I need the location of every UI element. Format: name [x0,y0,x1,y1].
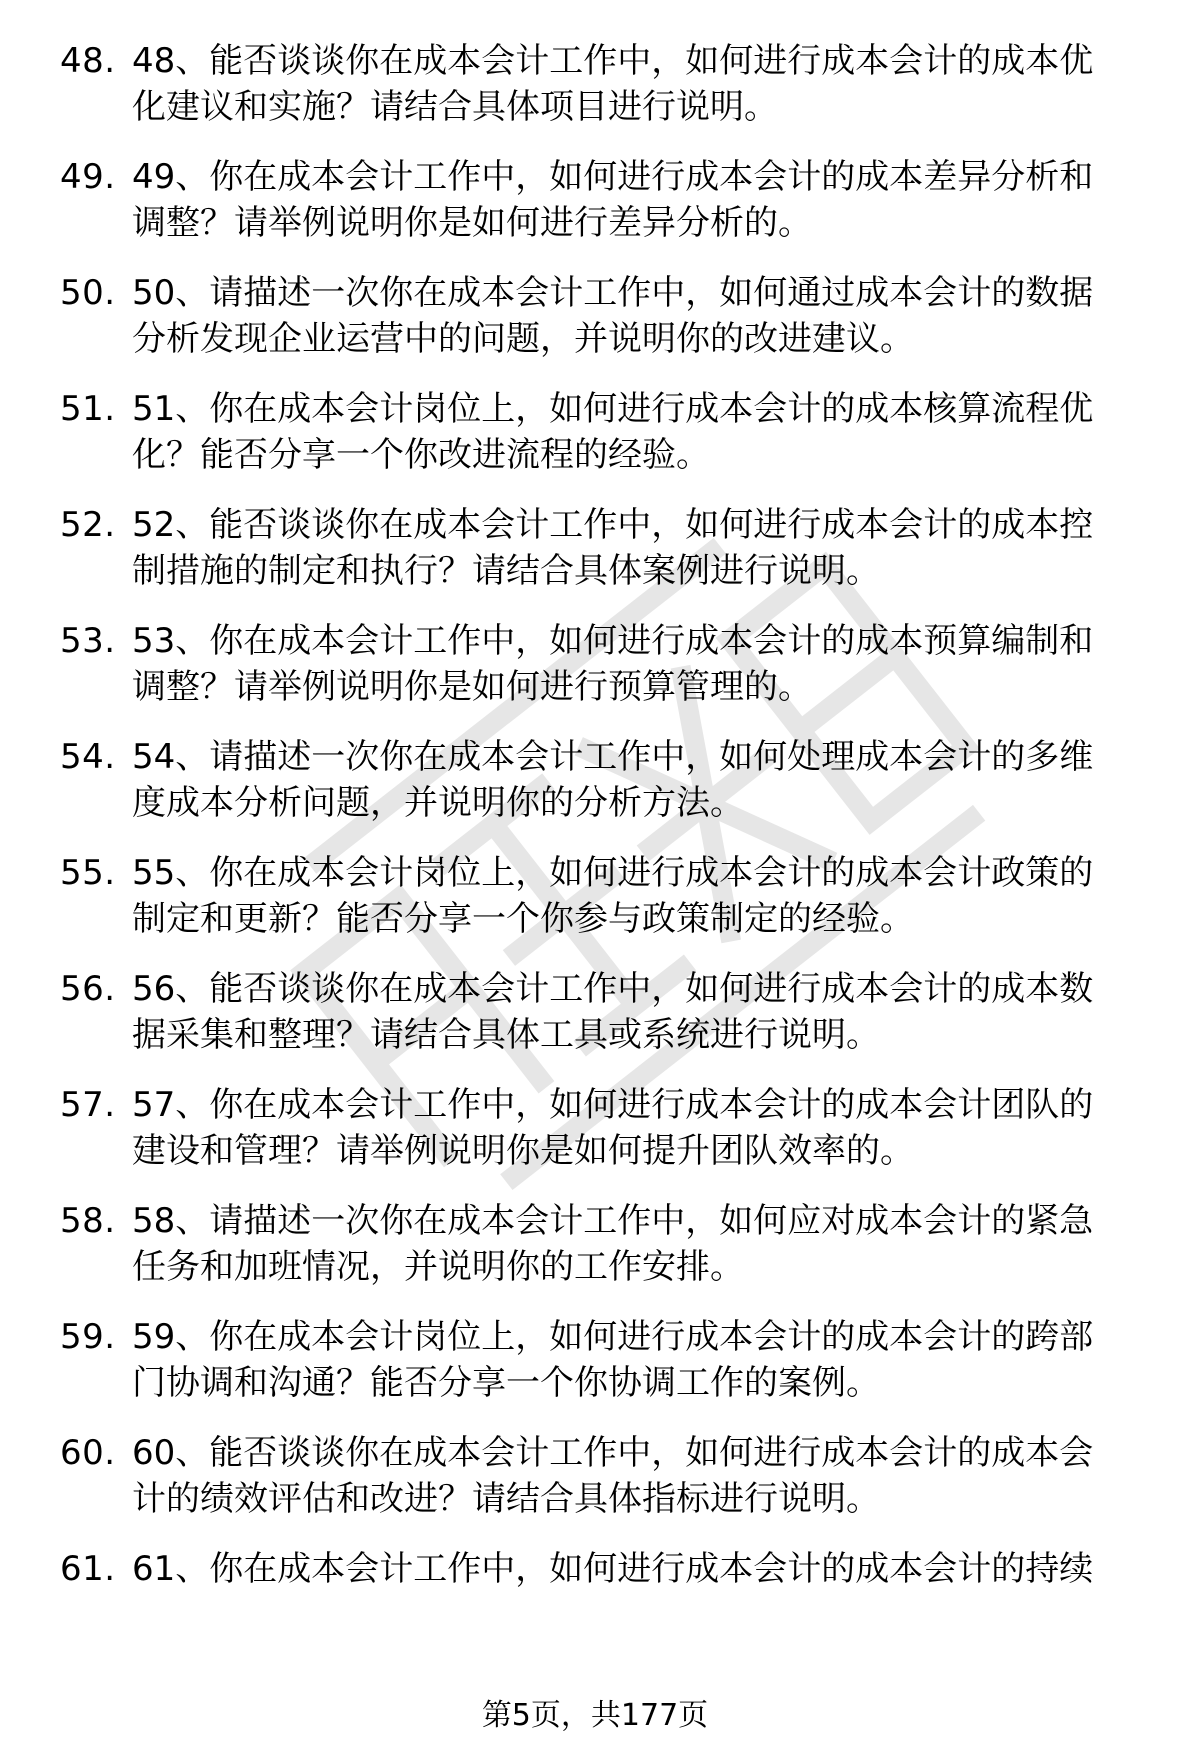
item-text-line: 建设和管理？请举例说明你是如何提升团队效率的。 [132,1131,914,1171]
item-number: 54. [60,737,116,777]
item-number: 53. [60,621,116,661]
item-text [132,850,1160,942]
item-text-line: 54、请描述一次你在成本会计工作中，如何处理成本会计的多维 [132,737,1094,777]
item-text-line: 化建议和实施？请结合具体项目进行说明。 [132,87,778,127]
item-text-line: 58、请描述一次你在成本会计工作中，如何应对成本会计的紧急 [132,1201,1094,1241]
item-text-line: 52、能否谈谈你在成本会计工作中，如何进行成本会计的成本控 [132,505,1094,545]
item-number: 59. [60,1317,116,1357]
item-number: 61. [60,1549,116,1589]
item-number: 55. [60,853,116,893]
item-text [132,1314,1160,1406]
item-text [132,966,1160,1058]
item-text [132,734,1160,826]
item-number: 57. [60,1085,116,1125]
item-text-line: 任务和加班情况，并说明你的工作安排。 [132,1247,744,1287]
item-text-line: 49、你在成本会计工作中，如何进行成本会计的成本差异分析和 [132,157,1094,197]
item-number: 49. [60,157,116,197]
item-text-line: 59、你在成本会计岗位上，如何进行成本会计的成本会计的跨部 [132,1317,1094,1357]
item-text [132,38,1160,130]
item-text-line: 分析发现企业运营中的问题，并说明你的改进建议。 [132,319,914,359]
item-text [132,270,1160,362]
item-text [132,1430,1160,1522]
item-text-line: 56、能否谈谈你在成本会计工作中，如何进行成本会计的成本数 [132,969,1094,1009]
item-number: 56. [60,969,116,1009]
item-text-line: 计的绩效评估和改进？请结合具体指标进行说明。 [132,1479,880,1519]
item-text-line: 61、你在成本会计工作中，如何进行成本会计的成本会计的持续 [132,1549,1094,1589]
item-text [132,618,1160,710]
item-number: 50. [60,273,116,313]
item-text [132,1082,1160,1174]
item-text-line: 调整？请举例说明你是如何进行差异分析的。 [132,203,812,243]
item-text-line: 53、你在成本会计工作中，如何进行成本会计的成本预算编制和 [132,621,1094,661]
item-text-line: 50、请描述一次你在成本会计工作中，如何通过成本会计的数据 [132,273,1094,313]
item-text [132,1198,1160,1290]
item-text-line: 55、你在成本会计岗位上，如何进行成本会计的成本会计政策的 [132,853,1094,893]
item-text-line: 度成本分析问题，并说明你的分析方法。 [132,783,744,823]
page-footer: 第5页，共177页 [481,1698,709,1733]
item-number: 51. [60,389,116,429]
item-text [132,386,1160,478]
item-text-line: 门协调和沟通？能否分享一个你协调工作的案例。 [132,1363,880,1403]
item-text-line: 化？能否分享一个你改进流程的经验。 [132,435,710,475]
item-text-line: 制定和更新？能否分享一个你参与政策制定的经验。 [132,899,914,939]
item-text-line: 51、你在成本会计岗位上，如何进行成本会计的成本核算流程优 [132,389,1094,429]
item-number: 52. [60,505,116,545]
item-text-line: 57、你在成本会计工作中，如何进行成本会计的成本会计团队的 [132,1085,1094,1125]
item-number: 60. [60,1433,116,1473]
item-text-line: 据采集和整理？请结合具体工具或系统进行说明。 [132,1015,880,1055]
item-text-line: 60、能否谈谈你在成本会计工作中，如何进行成本会计的成本会 [132,1433,1094,1473]
item-number: 58. [60,1201,116,1241]
item-text-line: 48、能否谈谈你在成本会计工作中，如何进行成本会计的成本优 [132,41,1094,81]
item-text [132,1546,1160,1592]
item-text [132,154,1160,246]
item-text [132,502,1160,594]
item-text-line: 制措施的制定和执行？请结合具体案例进行说明。 [132,551,880,591]
item-text-line: 调整？请举例说明你是如何进行预算管理的。 [132,667,812,707]
item-number: 48. [60,41,116,81]
